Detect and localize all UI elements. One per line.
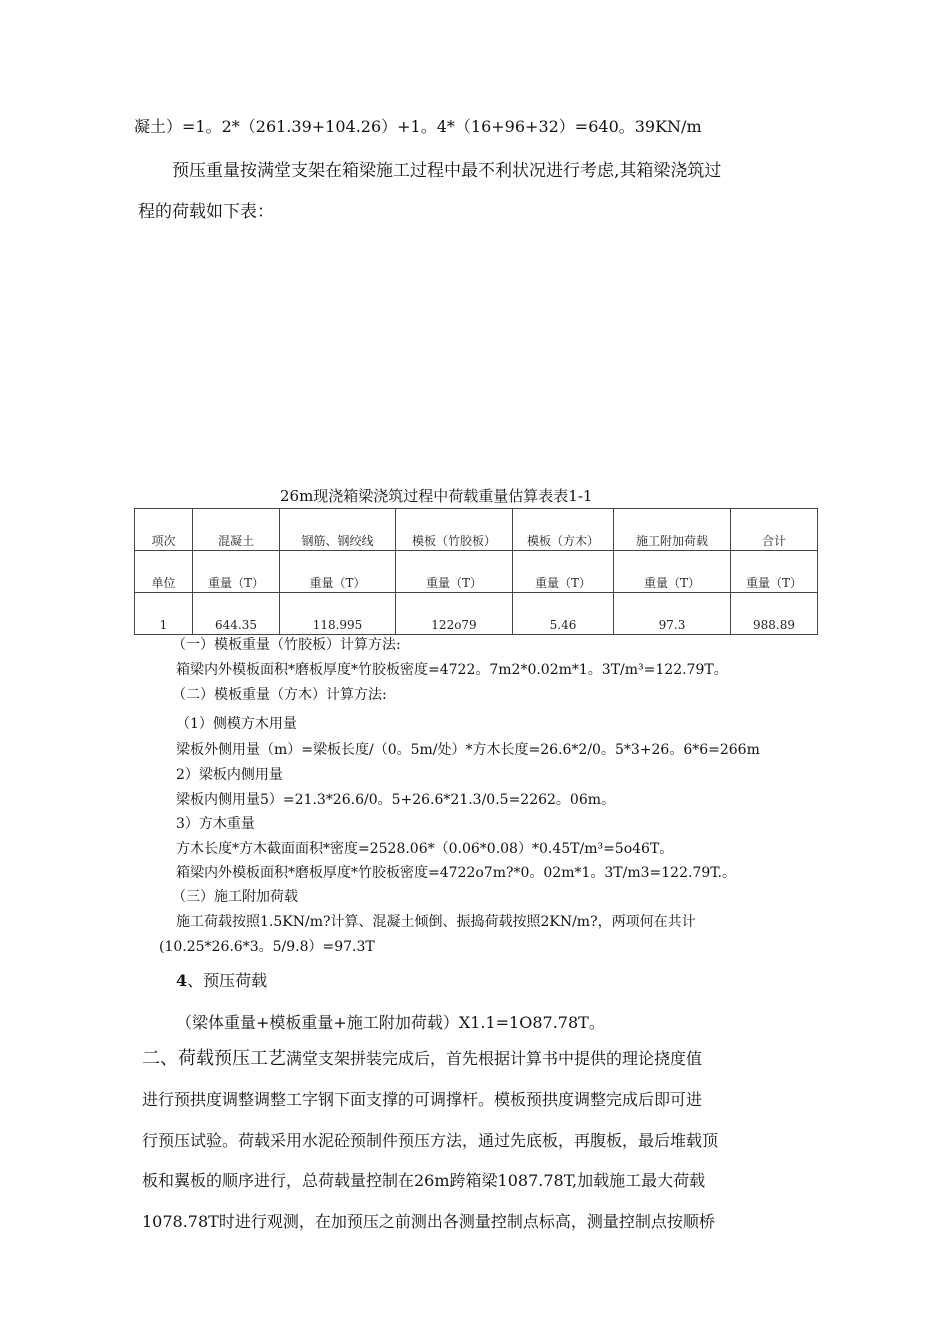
calc-section-2-sub2-line: 梁板内侧用量5）=21.3*26.6/0。5+26.6*21.3/0.5=2262。06m。	[176, 792, 616, 808]
calc-section-3-title: （三）施工附加荷载	[172, 889, 298, 905]
section-2-line-2: 进行预拱度调整调整工字钢下面支撑的可调撑杆。模板预拱度调整完成后即可进	[142, 1090, 703, 1109]
preload-heading-number: 4	[176, 971, 188, 990]
header-cell: 施工附加荷载	[614, 509, 731, 551]
header-cell: 模板（竹胶板）	[396, 509, 513, 551]
section-2-line-4: 板和翼板的顺序进行，总荷载量控制在26m跨箱梁1087.78T,加载施工最大荷载	[142, 1171, 706, 1190]
calc-section-2-title: （二）模板重量（方木）计算方法:	[172, 687, 387, 703]
units-cell: 单位	[135, 551, 193, 593]
table-row	[135, 593, 818, 635]
calc-section-2-sub3-line1: 方木长度*方木截面面积*密度=2528.06*（0.06*0.08）*0.45T/m³=5o46T。	[176, 841, 674, 857]
section-2-line-3: 行预压试验。荷载采用水泥砼预制件预压方法，通过先底板，再腹板，最后堆载顶	[142, 1131, 719, 1150]
table-cell: 97.3	[614, 593, 731, 635]
calc-section-2-sub3: 3）方木重量	[176, 816, 255, 832]
calc-section-2-sub3-line2: 箱梁内外模板面积*磨板厚度*竹胶板密度=4722o7m?*0。02m*1。3T/m3=122.79T.。	[176, 865, 736, 881]
table-cell: 122o79	[396, 593, 513, 635]
header-cell: 合计	[731, 509, 818, 551]
table-cell: 118.995	[280, 593, 396, 635]
table-cell: 5.46	[513, 593, 614, 635]
units-cell: 重量（T）	[396, 551, 513, 593]
calc-section-2-sub2: 2）梁板内侧用量	[176, 767, 283, 783]
calc-section-3-line2: (10.25*26.6*3。5/9.8）=97.3T	[159, 939, 375, 955]
units-cell: 重量（T）	[513, 551, 614, 593]
calc-section-1-line: 箱梁内外模板面积*磨板厚度*竹胶板密度=4722。7m2*0.02m*1。3T/m³=122.79T。	[176, 662, 728, 678]
header-cell: 模板（方木）	[513, 509, 614, 551]
formula-line: 凝土）=1。2*（261.39+104.26）+1。4*（16+96+32）=640。39KN/m	[134, 117, 702, 136]
table-title: 26m现浇箱梁浇筑过程中荷载重量估算表表1-1	[280, 487, 593, 505]
table-units-row	[135, 551, 818, 593]
calc-section-2-sub1: （1）侧模方木用量	[176, 716, 297, 732]
units-cell: 重量（T）	[193, 551, 280, 593]
section-2-line-1	[142, 1044, 702, 1070]
preload-heading-text: 、预压荷载	[187, 971, 268, 990]
calc-section-1-title: （一）模板重量（竹胶板）计算方法:	[172, 637, 401, 653]
preload-formula: （梁体重量+模板重量+施工附加荷载）X1.1=1O87.78T。	[176, 1013, 605, 1032]
calc-section-3-line1: 施工荷载按照1.5KN/m?计算、混凝土倾倒、振捣荷载按照2KN/m?，两项何在共计	[176, 914, 696, 930]
header-cell: 混凝土	[193, 509, 280, 551]
section-2-line-1-text: 满堂支架拼装完成后，首先根据计算书中提供的理论挠度值	[286, 1049, 703, 1068]
section-2-heading: 二、荷载预压工艺	[142, 1048, 286, 1069]
units-cell: 重量（T）	[731, 551, 818, 593]
preload-heading	[176, 968, 267, 991]
header-cell: 钢筋、钢绞线	[280, 509, 396, 551]
table-cell: 644.35	[193, 593, 280, 635]
units-cell: 重量（T）	[614, 551, 731, 593]
units-cell: 重量（T）	[280, 551, 396, 593]
calc-section-2-sub1-line: 梁板外侧用量（m）=梁板长度/（0。5m/处）*方木长度=26.6*2/0。5*3+26。6*6=266m	[176, 742, 760, 758]
table-cell: 1	[135, 593, 193, 635]
intro-line-2: 程的荷载如下表：	[138, 202, 274, 222]
table-header-row	[135, 509, 818, 551]
section-2-line-5: 1078.78T时进行观测，在加预压之前测出各测量控制点标高，测量控制点按顺桥	[142, 1212, 715, 1231]
intro-line-1: 预压重量按满堂支架在箱梁施工过程中最不利状况进行考虑,其箱梁浇筑过	[172, 161, 722, 181]
table-cell: 988.89	[731, 593, 818, 635]
load-estimate-table	[134, 508, 818, 635]
header-cell: 项次	[135, 509, 193, 551]
